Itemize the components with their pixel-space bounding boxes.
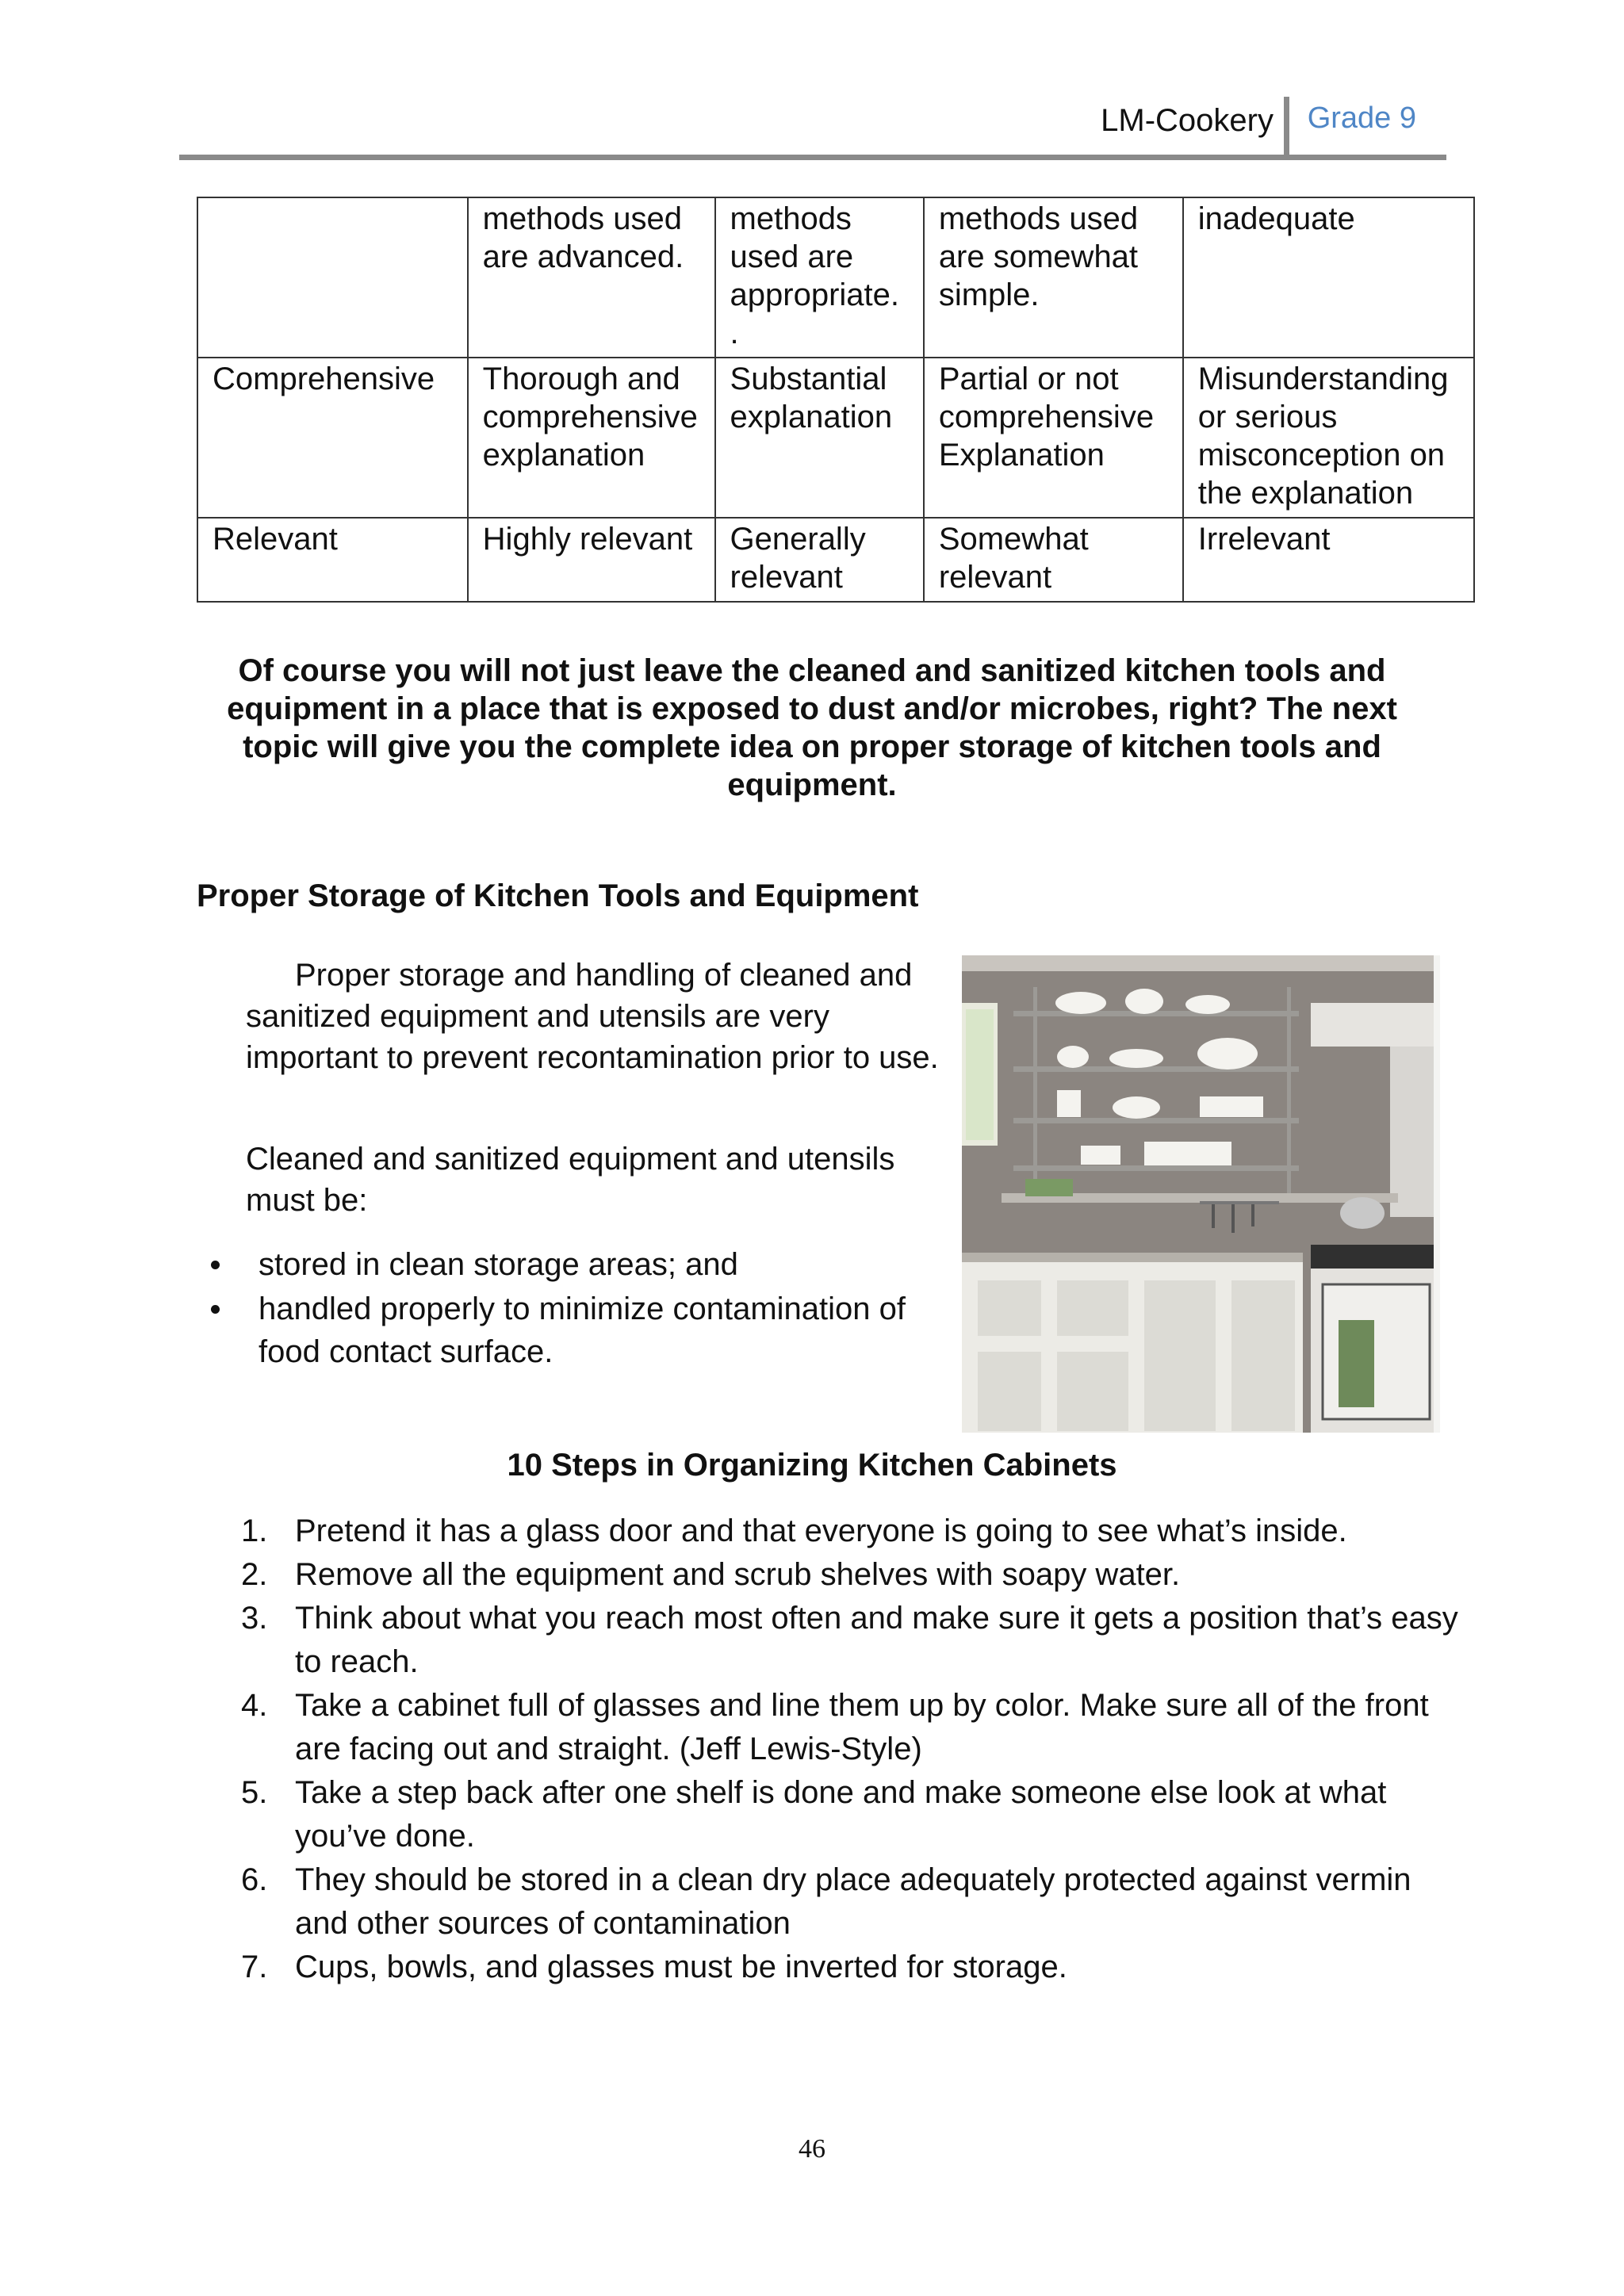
step-number: 4. (241, 1688, 268, 1723)
page-number: 46 (799, 2134, 825, 2164)
step-number: 6. (241, 1862, 268, 1897)
page-header (179, 95, 1446, 160)
step-number: 5. (241, 1775, 268, 1810)
step-number: 2. (241, 1557, 268, 1592)
table-cell: Substantial explanation (715, 358, 924, 518)
storage-bullet-list (208, 1243, 937, 1375)
list-item (241, 1597, 1462, 1684)
table-cell: methods used are somewhat simple. (924, 197, 1183, 358)
list-item (241, 1858, 1462, 1946)
table-cell (197, 197, 468, 358)
list-item (208, 1243, 937, 1286)
table-cell: Thorough and comprehensive explanation (468, 358, 715, 518)
step-text: Take a cabinet full of glasses and line them up by color. Make sure all of the front are facing out and straight. (Jeff Lewis-Style) (295, 1688, 1429, 1766)
header-title: LM-Cookery (1101, 103, 1274, 138)
steps-title: 10 Steps in Organizing Kitchen Cabinets (507, 1448, 1117, 1483)
table-cell: Highly relevant (468, 518, 715, 602)
bullet-text: handled properly to minimize contamination of food contact surface. (259, 1292, 906, 1369)
list-item (241, 1553, 1462, 1597)
table-cell: inadequate (1183, 197, 1474, 358)
header-rule (179, 155, 1446, 160)
storage-paragraph: Proper storage and handling of cleaned and sanitized equipment and utensils are very important to prevent recontamination prior to use. (246, 958, 939, 1075)
must-be-paragraph: Cleaned and sanitized equipment and utensils must be: (246, 1142, 895, 1218)
table-cell: methods used are advanced. (468, 197, 715, 358)
steps-list (241, 1510, 1462, 1989)
bullet-icon (211, 1305, 220, 1314)
table-cell: Somewhat relevant (924, 518, 1183, 602)
table-cell: Relevant (197, 518, 468, 602)
table-row (197, 197, 1474, 358)
kitchen-shelves-photo (962, 955, 1440, 1433)
step-text: Cups, bowls, and glasses must be inverted for storage. (295, 1950, 1067, 1984)
bullet-text: stored in clean storage areas; and (259, 1247, 738, 1282)
list-item (208, 1288, 937, 1373)
step-text: Remove all the equipment and scrub shelves with soapy water. (295, 1557, 1181, 1592)
list-item (241, 1771, 1462, 1858)
list-item (241, 1946, 1462, 1989)
section-title: Proper Storage of Kitchen Tools and Equipment (197, 878, 919, 913)
table-cell: Generally relevant (715, 518, 924, 602)
step-text: Take a step back after one shelf is done and make someone else look at what you’ve done. (295, 1775, 1387, 1854)
table-cell: Misunderstanding or serious misconception on the explanation (1183, 358, 1474, 518)
lead-paragraph: Of course you will not just leave the cleaned and sanitized kitchen tools and equipment in a place that is exposed to dust and/or microbes, right? The next topic will give you the complete idea on proper storage of kitchen tools and equipment. (227, 653, 1397, 802)
step-number: 7. (241, 1950, 268, 1984)
step-text: Pretend it has a glass door and that everyone is going to see what’s inside. (295, 1513, 1347, 1548)
step-number: 1. (241, 1513, 268, 1548)
step-text: They should be stored in a clean dry place adequately protected against vermin and other sources of contamination (295, 1862, 1411, 1941)
step-text: Think about what you reach most often and make sure it gets a position that’s easy to reach. (295, 1601, 1458, 1679)
rubric-table (197, 197, 1475, 603)
list-item (241, 1684, 1462, 1771)
step-number: 3. (241, 1601, 268, 1636)
header-separator (1284, 97, 1289, 160)
table-cell: Comprehensive (197, 358, 468, 518)
table-row (197, 518, 1474, 602)
table-cell: methods used are appropriate. . (715, 197, 924, 358)
table-cell: Partial or not comprehensive Explanation (924, 358, 1183, 518)
table-row (197, 358, 1474, 518)
bullet-icon (211, 1261, 220, 1269)
table-cell: Irrelevant (1183, 518, 1474, 602)
list-item (241, 1510, 1462, 1553)
header-grade: Grade 9 (1307, 101, 1416, 135)
